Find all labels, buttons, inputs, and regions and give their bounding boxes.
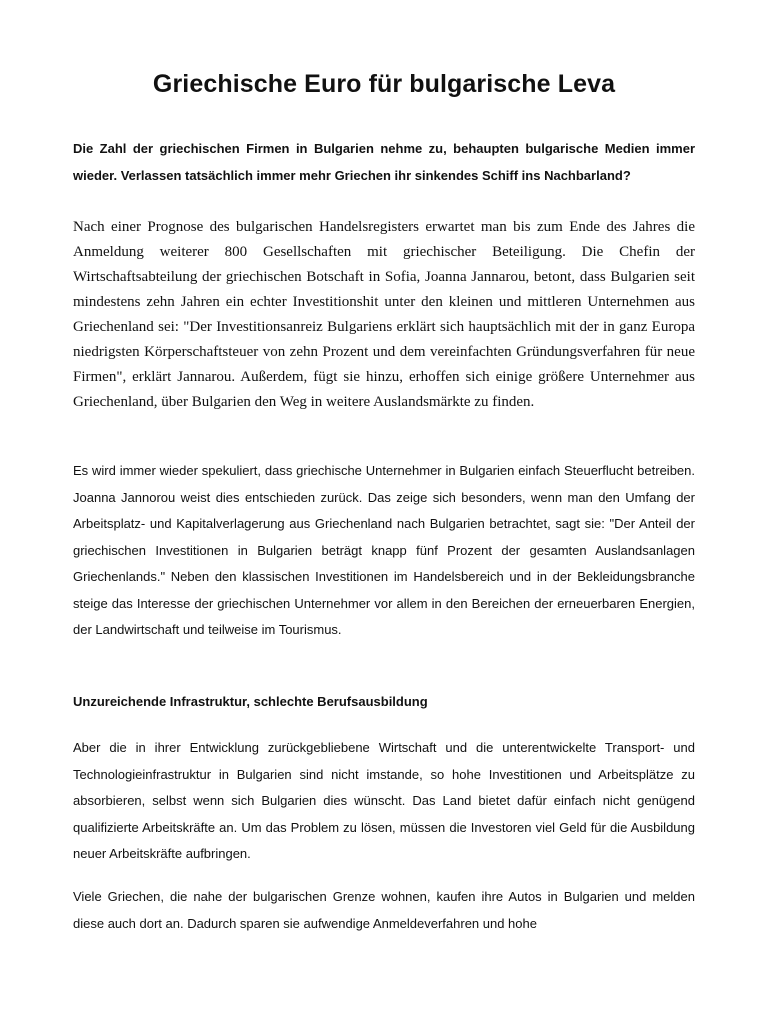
body-paragraph-prognose: Nach einer Prognose des bulgarischen Handelsregisters erwartet man bis zum Ende des Jahres die Anmeldung weiterer 800 Gesellschaften mit griechischer Beteiligung. Die Chefin der Wirtschaftsabteilung der griechischen Botschaft in Sofia, Joanna Jannarou, betont, dass Bulgarien seit mindestens zehn Jahren ein echter Investitionshit unter den kleinen und mittleren Unternehmen aus Griechenland sei: "Der Investitionsanreiz Bulgariens erklärt sich hauptsächlich mit der in ganz Europa niedrigsten Körperschaftsteuer von zehn Prozent und dem vereinfachten Gründungsverfahren für neue Firmen", erklärt Jannarou. Außerdem, fügt sie hinzu, erhoffen sich einige größere Unternehmer aus Griechenland, über Bulgarien den Weg in weitere Auslandsmärkte zu finden. [73,219,695,410]
body-paragraph-infrastruktur: Aber die in ihrer Entwicklung zurückgebliebene Wirtschaft und die unterentwickelte Transport- und Technologieinfrastruktur in Bulgarien sind nicht imstande, so hohe Investitionen und Arbeitsplätze zu absorbieren, selbst wenn sich Bulgarien dies wünscht. Das Land bietet dafür einfach nicht genügend qualifizierte Arbeitskräfte an. Um das Problem zu lösen, müssen die Investoren viel Geld für die Ausbildung neuer Arbeitskräfte aufbringen. [73,740,695,861]
document-title: Griechische Euro für bulgarische Leva [152,70,616,98]
body-paragraph-steuerflucht: Es wird immer wieder spekuliert, dass griechische Unternehmer in Bulgarien einfach Steuerflucht betreiben. Joanna Jannorou weist dies entschieden zurück. Das zeige sich besonders, wenn man den Umfang der Arbeitsplatz- und Kapitalverlagerung aus Griechenland nach Bulgarien betrachtet, sagt sie: "Der Anteil der griechischen Investitionen in Bulgarien beträgt knapp fünf Prozent der gesamten Auslandsanlagen Griechenlands." Neben den klassischen Investitionen im Handelsbereich und in der Bekleidungsbranche steige das Interesse der griechischen Unternehmer vor allem in den Bereichen der erneuerbaren Energien, der Landwirtschaft und teilweise im Tourismus. [73,463,695,637]
section-heading: Unzureichende Infrastruktur, schlechte Berufsausbildung [73,694,428,709]
body-paragraph-autos: Viele Griechen, die nahe der bulgarischen Grenze wohnen, kaufen ihre Autos in Bulgarien und melden diese auch dort an. Dadurch sparen sie aufwendige Anmeldeverfahren und hohe [73,889,695,931]
lead-paragraph: Die Zahl der griechischen Firmen in Bulgarien nehme zu, behaupten bulgarische Medien immer wieder. Verlassen tatsächlich immer mehr Griechen ihr sinkendes Schiff ins Nachbarland? [73,141,695,183]
